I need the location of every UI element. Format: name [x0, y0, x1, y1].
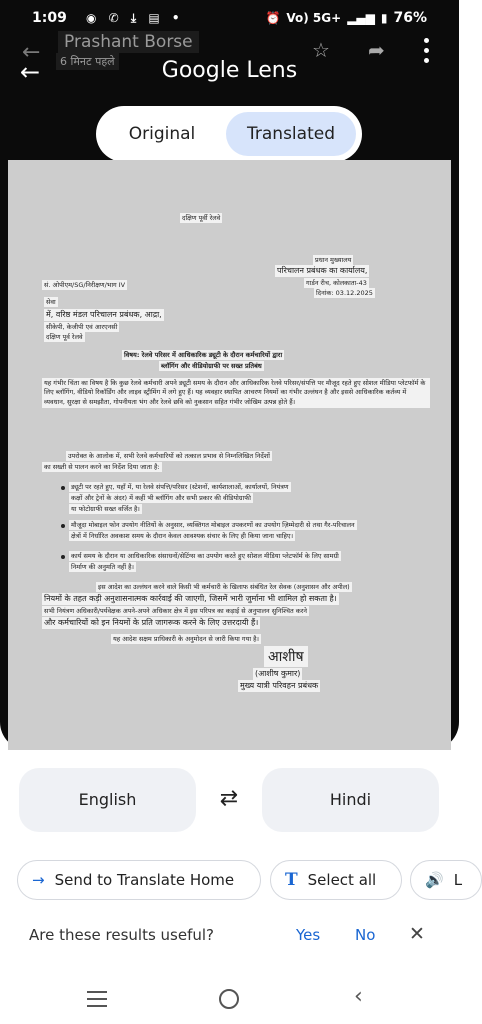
doc-para2-line2: का सख्ती से पालन करने का निर्देश दिया जाता है: — [44, 463, 160, 471]
more-options-icon[interactable] — [418, 38, 434, 63]
header — [0, 28, 459, 88]
battery-icon: ▮ — [380, 11, 388, 25]
select-all-button[interactable] — [270, 860, 402, 900]
star-icon[interactable]: ☆ — [312, 38, 330, 62]
share-icon[interactable]: ➦ — [368, 38, 385, 62]
close-icon[interactable]: ✕ — [409, 923, 425, 945]
action-chips — [0, 860, 463, 900]
doc-para2-line1: उपरोक्त के आलोक में, सभी रेलवे कर्मचारियों को तत्काल प्रभाव से निम्नलिखित निर्देशों — [68, 452, 270, 460]
send-to-translate-button[interactable] — [17, 860, 261, 900]
feedback-question: Are these results useful? — [29, 926, 215, 944]
doc-hq: प्रधान मुख्यालय — [315, 256, 352, 264]
nav-back-icon[interactable]: ‹ — [354, 984, 363, 1009]
feedback-row — [0, 920, 459, 952]
arrow-right-icon: → — [32, 871, 45, 889]
doc-railway: दक्षिण पूर्वी रेलवे — [182, 214, 221, 222]
listen-button[interactable] — [410, 860, 482, 900]
doc-to-line3: दक्षिण पूर्व रेलवे — [46, 333, 83, 341]
doc-signer-title: मुख्य यात्री परिवहन प्रबंधक — [240, 681, 319, 690]
home-icon[interactable] — [219, 989, 239, 1009]
send-label: Send to Translate Home — [54, 871, 235, 889]
doc-bullet1-line1: ड्यूटी पर रहते हुए, यहाँ में, या रेलवे संपत्ति/परिसर (स्टेशनों, कार्यशालाओं, कार्यालयों, नियंत्रण — [71, 483, 289, 491]
doc-subject-line1: विषय: रेलवे परिसर में आधिकारिक ड्यूटी के दौरान कर्मचारियों द्वारा — [124, 351, 283, 359]
speaker-icon: 🔊 — [425, 871, 444, 889]
bullet-dot — [61, 524, 65, 528]
doc-to-line1: में, वरिष्ठ मंडल परिचालन प्रबंधक, आद्रा, — [46, 310, 162, 319]
doc-para3-line2: नियमों के तहत कड़ी अनुशासनात्मक कार्रवाई की जाएगी, जिसमें भारी जुर्माना भी शामिल हो सकता है। — [44, 594, 337, 603]
doc-date: दिनांक: 03.12.2025 — [316, 289, 373, 297]
doc-to-line2: सीकेपी, केजीपी एवं आरएनसी — [46, 323, 118, 331]
underlying-back-icon: ← — [22, 40, 41, 65]
doc-subject-line2: ब्लॉगिंग और वीडियोग्राफी पर सख्त प्रतिबंध — [161, 362, 262, 370]
doc-office: परिचालन प्रबंधक का कार्यालय, — [277, 266, 368, 275]
swap-languages-icon[interactable]: ⇄ — [219, 786, 239, 811]
source-language-button[interactable]: English — [19, 768, 196, 832]
feedback-yes-button[interactable]: Yes — [296, 926, 321, 944]
doc-bullet2-line2: क्षेत्रों में निर्धारित अवकाश समय के दौरान केवल आवश्यक संचार के लिए ही किया जाना चाहिए। — [71, 532, 294, 540]
doc-bullet2-line1: मौजूदा मोबाइल फोन उपयोग नीतियों के अनुसार, व्यक्तिगत मोबाइल उपकरणों का उपयोग ज़िम्मेदारी से तथा गैर-परिचालन — [71, 521, 355, 529]
doc-para3-line3: सभी नियंत्रण अधिकारी/पर्यवेक्षक अपने-अपने अधिकार क्षेत्र में इस परिपत्र का कड़ाई से अनुपालन सुनिश्चित करने — [44, 607, 307, 615]
sender-name: Prashant Borse — [58, 31, 199, 53]
doc-bullet1-line3: या फोटोग्राफी सख्त वर्जित है। — [71, 505, 140, 513]
sender-time: 6 मिनट पहले — [56, 53, 119, 70]
app-title: Google Lens — [161, 58, 298, 83]
doc-bullet1-line2: कक्षों और ट्रेनों के अंदर) में कहीं भी ब्लॉगिंग और सभी प्रकार की वीडियोग्राफी — [71, 494, 251, 502]
doc-approval: यह आदेश सक्षम प्राधिकारी के अनुमोदन से जारी किया गया है। — [113, 635, 260, 643]
alarm-icon: ⏰ — [265, 11, 281, 25]
status-right — [265, 10, 427, 26]
target-language-button[interactable]: Hindi — [262, 768, 439, 832]
select-all-label: Select all — [307, 871, 377, 889]
notification-icons: ◉ ✆ ⤓ ▤ • — [86, 11, 184, 25]
toggle-translated[interactable]: Translated — [226, 112, 356, 156]
system-nav-bar — [0, 978, 459, 1024]
listen-label: L — [453, 871, 463, 889]
doc-to-label: सेवा — [46, 298, 56, 306]
doc-signature: आशीष — [264, 646, 308, 667]
doc-address: गार्डन रीच, कोलकाता-43 — [306, 279, 367, 287]
bullet-dot — [61, 486, 65, 490]
feedback-no-button[interactable]: No — [355, 926, 376, 944]
view-toggle — [96, 106, 362, 162]
text-select-icon: T — [285, 870, 298, 890]
battery-percent: 76% — [393, 10, 427, 26]
doc-para3-line1: इस आदेश का उल्लंघन करने वाले किसी भी कर्मचारी के खिलाफ संबंधित रेल सेवक (अनुशासन और अपील) — [98, 583, 350, 591]
recents-icon[interactable] — [87, 991, 107, 1012]
doc-signer-name: (आशीष कुमार) — [255, 669, 301, 678]
language-row — [0, 768, 459, 832]
doc-ref: सं. ओपीएम/SG/निरीक्षण/भाग IV — [44, 281, 126, 289]
doc-bullet3-line1: कार्य समय के दौरान या आधिकारिक संसाधनों/सेटिंग्स का उपयोग करते हुए सोशल मीडिया प्लेटफॉर्म के लिए सामग्री — [71, 552, 339, 560]
doc-para3-line4: और कर्मचारियों को इन नियमों के प्रति जागरूक करने के लिए उत्तरदायी हैं। — [44, 618, 259, 627]
status-time: 1:09 — [32, 10, 67, 26]
toggle-original[interactable]: Original — [128, 124, 196, 144]
doc-bullet3-line2: निर्माण की अनुमति नहीं है। — [71, 563, 135, 571]
bullet-dot — [61, 555, 65, 559]
network-label: Vo) 5G+ — [286, 11, 342, 25]
back-arrow-icon[interactable]: ← — [20, 58, 41, 86]
doc-para1: यह गंभीर चिंता का विषय है कि कुछ रेलवे कर्मचारी अपने ड्यूटी समय के दौरान और आधिकारिक रेलवे परिसर/संपत्ति पर मौजूद रहते हुए सोशल मीडिया प्लेटफॉर्म के लिए ब्लॉगिंग, वीडियो रिकॉर्डिंग और लाइव स्ट्रीमिंग में लगे हुए हैं। यह व्यवहार स्थापित आचरण नियमों का गंभीर उल्लंघन है और इससे आधिकारिक कर्तव्य में व्यवधान, सुरक्षा से समझौता, गोपनीयता भंग और रेलवे छवि को नुकसान सहित गंभीर जोखिम उत्पन्न होते हैं। — [42, 378, 430, 408]
translated-document[interactable] — [8, 160, 451, 750]
signal-icon: ▂▄▆ — [347, 11, 375, 25]
